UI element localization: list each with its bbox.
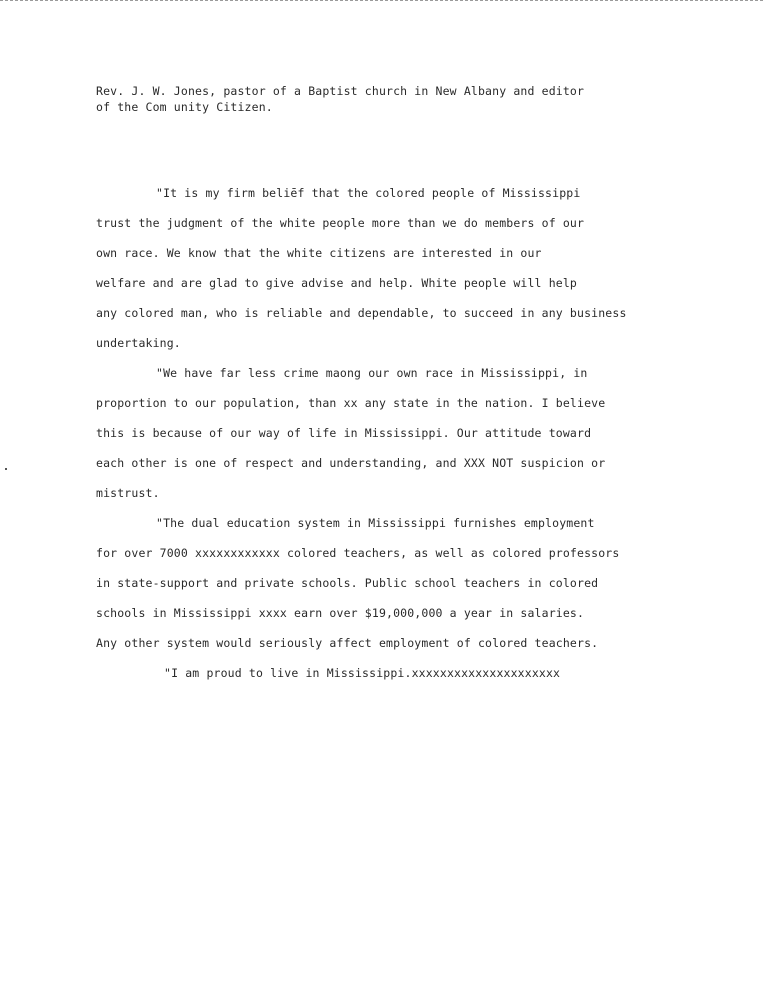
statement-line: own race. We know that the white citizens are interested in our <box>96 246 542 260</box>
statement-line: for over 7000 xxxxxxxxxxxx colored teachers, as well as colored professors <box>96 546 620 560</box>
attribution <box>96 83 584 115</box>
statement-line: this is because of our way of life in Mississippi. Our attitude toward <box>96 426 592 440</box>
page-top-edge <box>0 0 763 1</box>
attribution-line: of the Com unity Citizen. <box>96 100 273 114</box>
statement-line: any colored man, who is reliable and dependable, to succeed in any business <box>96 306 627 320</box>
statement-line: "We have far less crime maong our own race in Mississippi, in <box>156 366 588 380</box>
statement-line: in state-support and private schools. Public school teachers in colored <box>96 576 599 590</box>
statement-line: "The dual education system in Mississippi furnishes employment <box>156 516 595 530</box>
statement-line: "It is my firm beliēf that the colored people of Mississippi <box>156 186 581 200</box>
statement-line: each other is one of respect and understanding, and XXX NOT suspicion or <box>96 456 606 470</box>
margin-mark <box>5 468 7 470</box>
attribution-line: Rev. J. W. Jones, pastor of a Baptist church in New Albany and editor <box>96 84 585 98</box>
statement-line: proportion to our population, than xx any state in the nation. I believe <box>96 396 606 410</box>
statement-line: undertaking. <box>96 336 181 350</box>
statement-line: welfare and are glad to give advise and help. White people will help <box>96 276 578 290</box>
statement-body <box>96 185 627 695</box>
statement-line: Any other system would seriously affect employment of colored teachers. <box>96 636 599 650</box>
statement-line: "I am proud to live in Mississippi.xxxxxxxxxxxxxxxxxxxxx <box>164 666 561 680</box>
statement-line: trust the judgment of the white people more than we do members of our <box>96 216 585 230</box>
statement-line: mistrust. <box>96 486 160 500</box>
statement-line: schools in Mississippi xxxx earn over $19,000,000 a year in salaries. <box>96 606 585 620</box>
